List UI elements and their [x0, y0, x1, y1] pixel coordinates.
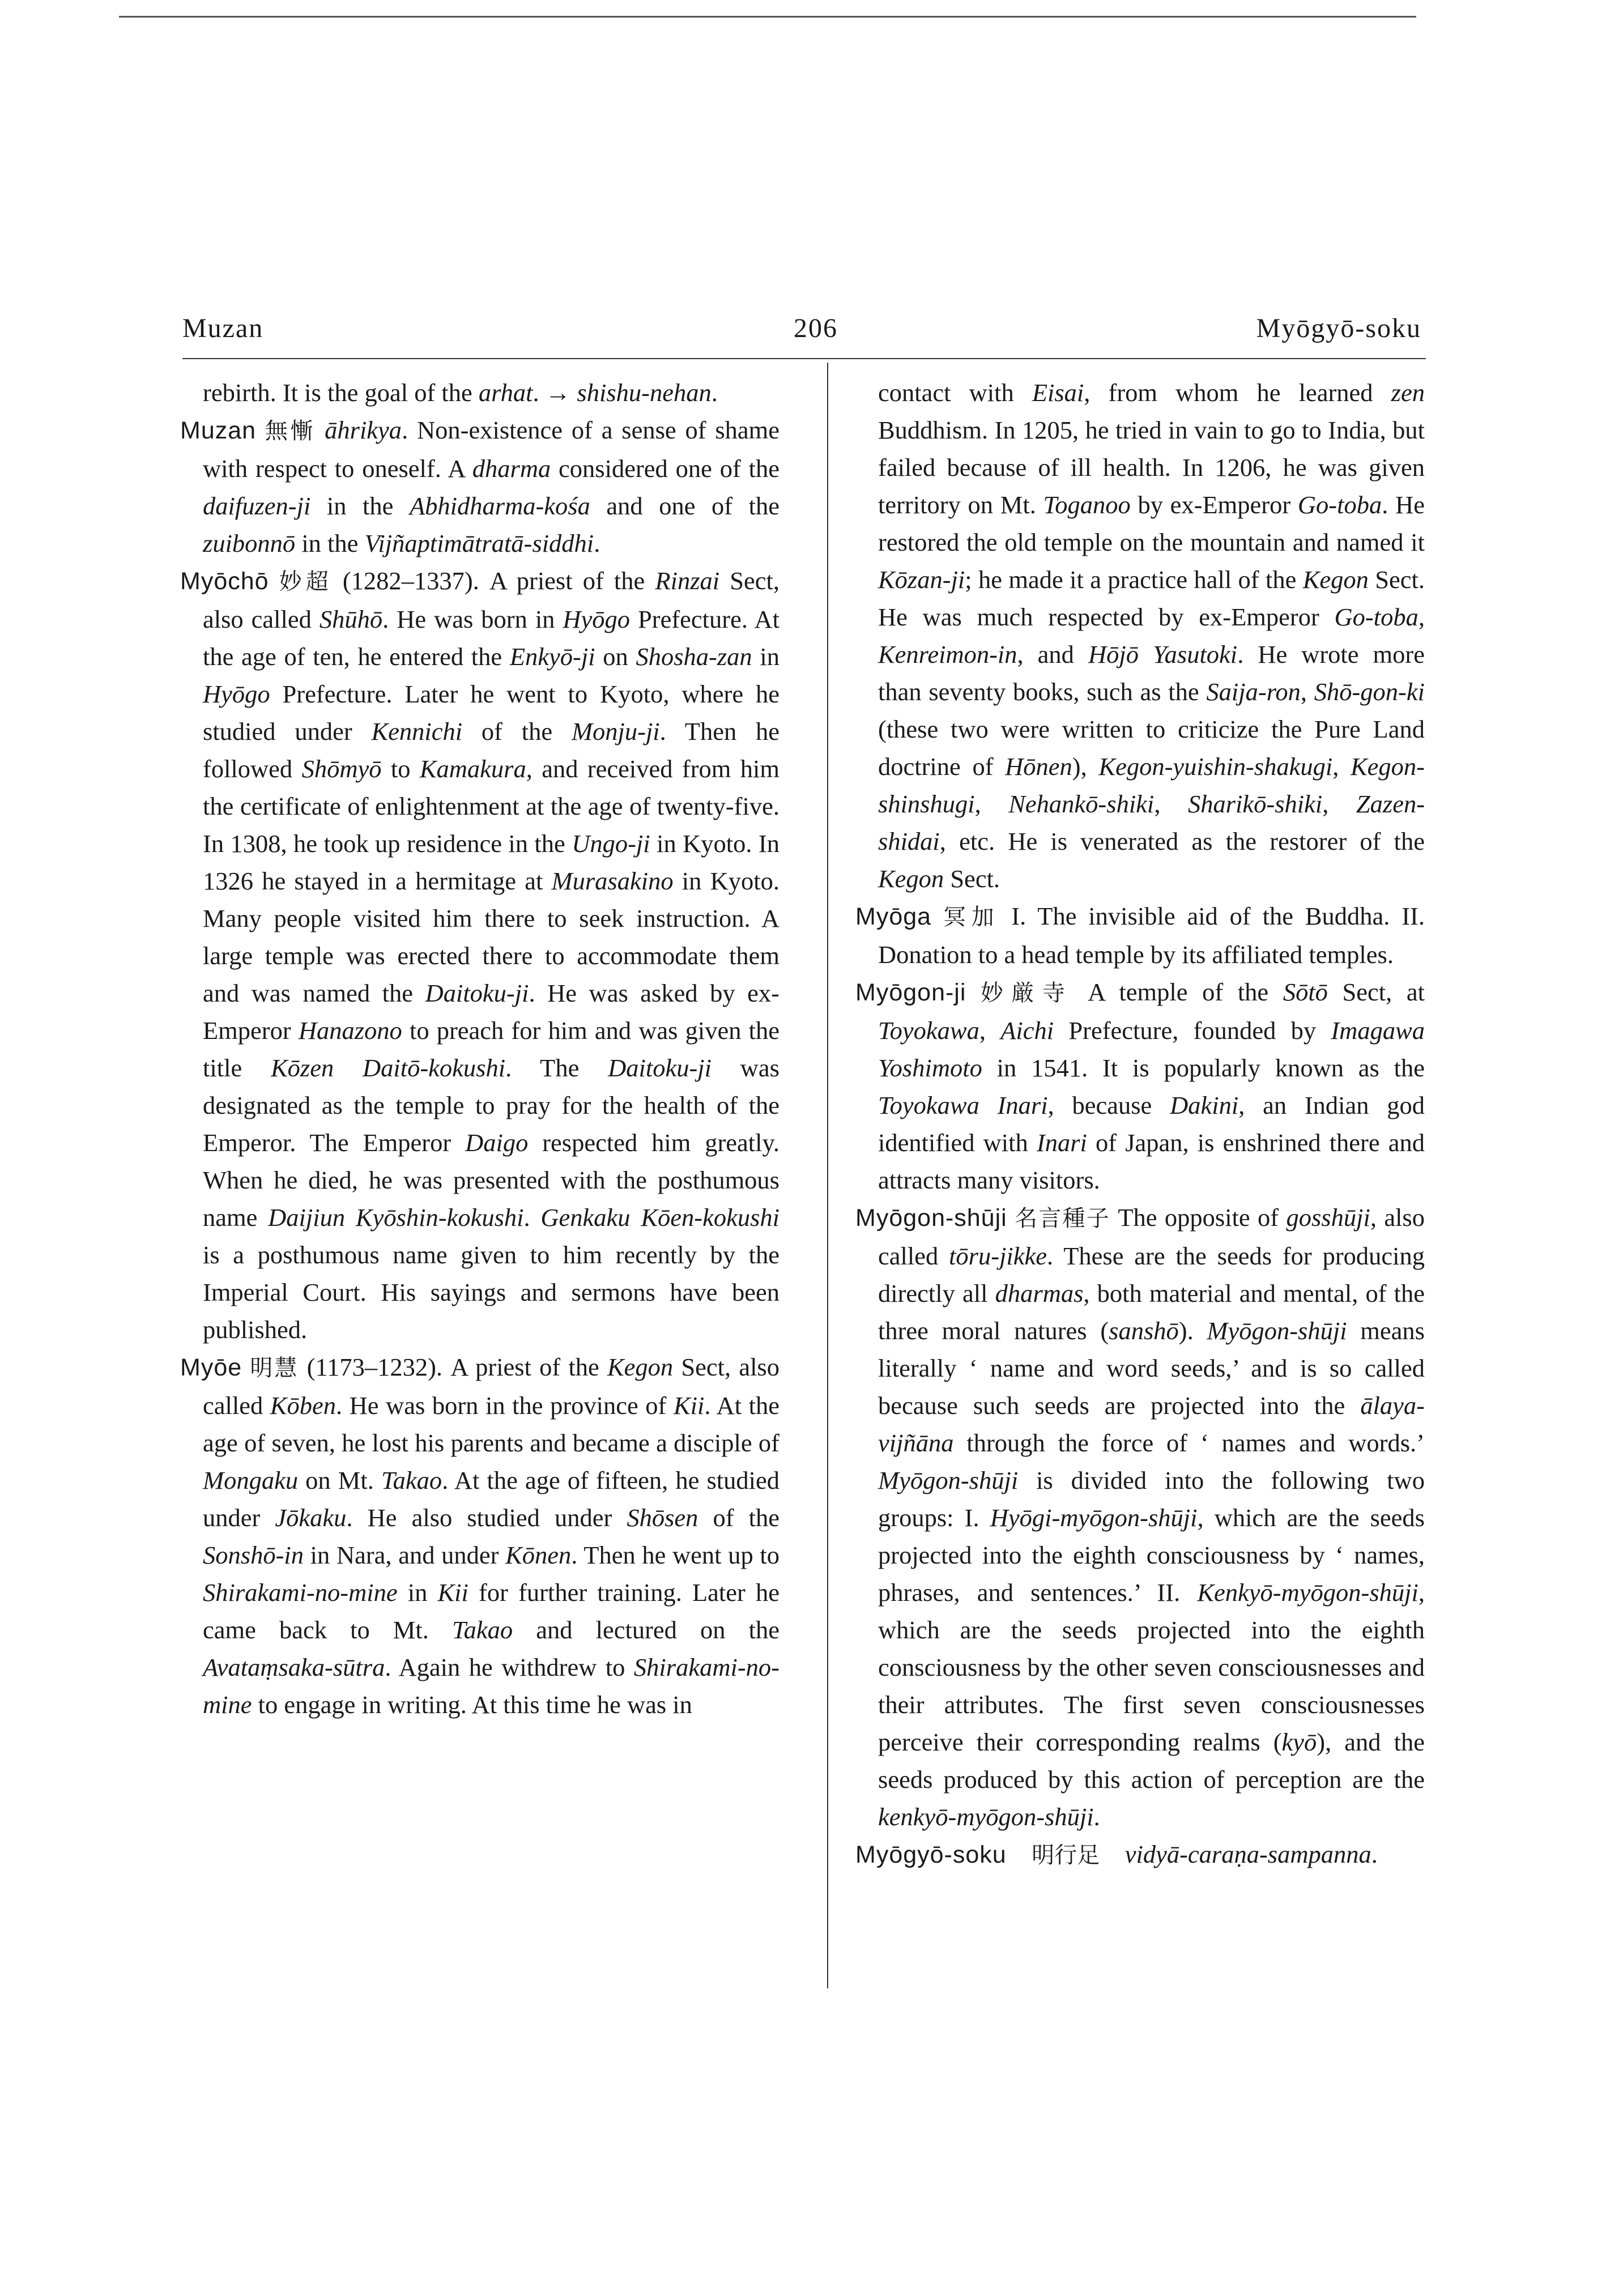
entry-continuation: rebirth. It is the goal of the arhat. → shishu-nehan.	[203, 378, 718, 407]
entry-myogyo-soku: Myōgyō-soku 明行足 vidyā-caraṇa-sampanna.	[855, 1840, 1378, 1868]
entry-myogon-ji: Myōgon-ji 妙厳寺 A temple of the Sōtō Sect, at Toyokawa, Aichi Prefecture, founded by Imagawa Yoshimoto in 1541. It is popularly known as the Toyokawa Inari, because Dakini, an Indian god identified with Inari of Japan, is enshrined there and attracts many visitors.	[855, 978, 1425, 1194]
kanji: 無慚	[265, 418, 316, 444]
kanji: 冥加	[943, 904, 1000, 930]
entry-myogon-shuji: Myōgon-shūji 名言種子 The opposite of gosshūji, also called tōru-jikke. These are the seeds for producing directly all dharmas, both material and mental, of the three moral natures (sanshō). Myōgon-shūji means literally ‘ name and word seeds,’ and is so called because such seeds are projected into the ālaya-vijñāna through the force of ‘ names and words.’ Myōgon-shūji is divided into the following two groups: I. Hyōgi-myōgon-shūji, which are the seeds projected into the eighth consciousness by ‘ names, phrases, and sentences.’ II. Kenkyō-myōgon-shūji, which are the seeds projected into the eighth consciousness by the other seven consciousnesses and their attributes. The first seven consciousnesses perceive their corresponding realms (kyō), and the seeds produced by this action of perception are the kenkyō-myōgon-shūji.	[855, 1203, 1425, 1831]
kanji: 妙厳寺	[981, 980, 1074, 1006]
headword: Muzan	[180, 417, 257, 444]
page-number: 206	[794, 313, 838, 343]
running-head-right: Myōgyō-soku	[1256, 313, 1421, 343]
entry-myoe-continuation: contact with Eisai, from whom he learned zen Buddhism. In 1205, he tried in vain to go to India, but failed because of ill health. In 1206, he was given territory on Mt. Toganoo by ex-Emperor Go-toba. He restored the old temple on the mountain and named it Kōzan-ji; he made it a practice hall of the Kegon Sect. He was much respected by ex-Emperor Go-toba, Kenreimon-in, and Hōjō Yasutoki. He wrote more than seventy books, such as the Saija-ron, Shō-gon-ki (these two were written to criticize the Pure Land doctrine of Hōnen), Kegon-yuishin-shakugi, Kegon-shinshugi, Nehankō-shiki, Sharikō-shiki, Zazen-shidai, etc. He is venerated as the restorer of the Kegon Sect.	[878, 378, 1425, 893]
headword: Myōgon-shūji	[855, 1204, 1007, 1232]
kanji: 明行足	[1032, 1842, 1100, 1868]
header-rule	[182, 358, 1426, 359]
cross-reference: shishu-nehan	[577, 378, 712, 407]
right-column	[855, 374, 1425, 1874]
headword: Myōchō	[180, 568, 269, 595]
headword: Myōgon-ji	[855, 979, 966, 1006]
entry-muzan: Muzan 無慚 āhrikya. Non-existence of a sense of shame with respect to oneself. A dharma considered one of the daifuzen-ji in the Abhidharma-kośa and one of the zuibonnō in the Vijñaptimātratā-siddhi.	[180, 416, 780, 557]
entry-myoe: Myōe 明慧 (1173–1232). A priest of the Kegon Sect, also called Kōben. He was born in the province of Kii. At the age of seven, he lost his parents and became a disciple of Mongaku on Mt. Takao. At the age of fifteen, he studied under Jōkaku. He also studied under Shōsen of the Sonshō-in in Nara, and under Kōnen. Then he went up to Shirakami-no-mine in Kii for further training. Later he came back to Mt. Takao and lectured on the Avataṃsaka-sūtra. Again he withdrew to Shirakami-no-mine to engage in writing. At this time he was in	[180, 1353, 780, 1719]
kanji: 明慧	[250, 1355, 299, 1381]
entry-myocho: Myōchō 妙超 (1282–1337). A priest of the Rinzai Sect, also called Shūhō. He was born in Hyōgo Prefecture. At the age of ten, he entered the Enkyō-ji on Shosha-zan in Hyōgo Prefecture. Later he went to Kyoto, where he studied under Kennichi of the Monju-ji. Then he followed Shōmyō to Kamakura, and received from him the certificate of enlightenment at the age of twenty-five. In 1308, he took up residence in the Ungo-ji in Kyoto. In 1326 he stayed in a hermitage at Murasakino in Kyoto. Many people visited him there to seek instruction. A large temple was erected there to accommodate them and was named the Daitoku-ji. He was asked by ex-Emperor Hanazono to preach for him and was given the title Kōzen Daitō-kokushi. The Daitoku-ji was designated as the temple to pray for the health of the Emperor. The Emperor Daigo respected him greatly. When he died, he was presented with the posthumous name Daijiun Kyōshin-kokushi. Genkaku Kōen-kokushi is a posthumous name given to him recently by the Imperial Court. His sayings and sermons have been published.	[180, 566, 780, 1344]
headword: Myōga	[855, 903, 932, 930]
running-head-left: Muzan	[182, 313, 264, 343]
entry-myoga: Myōga 冥加 I. The invisible aid of the Buddha. II. Donation to a head temple by its affiliated temples.	[855, 902, 1425, 969]
kanji: 名言種子	[1015, 1205, 1110, 1232]
headword: Myōgyō-soku	[855, 1841, 1007, 1868]
left-column	[180, 374, 779, 1723]
column-divider	[827, 363, 828, 1988]
headword: Myōe	[180, 1354, 242, 1381]
top-edge-rule	[119, 16, 1416, 18]
kanji: 妙超	[279, 569, 333, 595]
